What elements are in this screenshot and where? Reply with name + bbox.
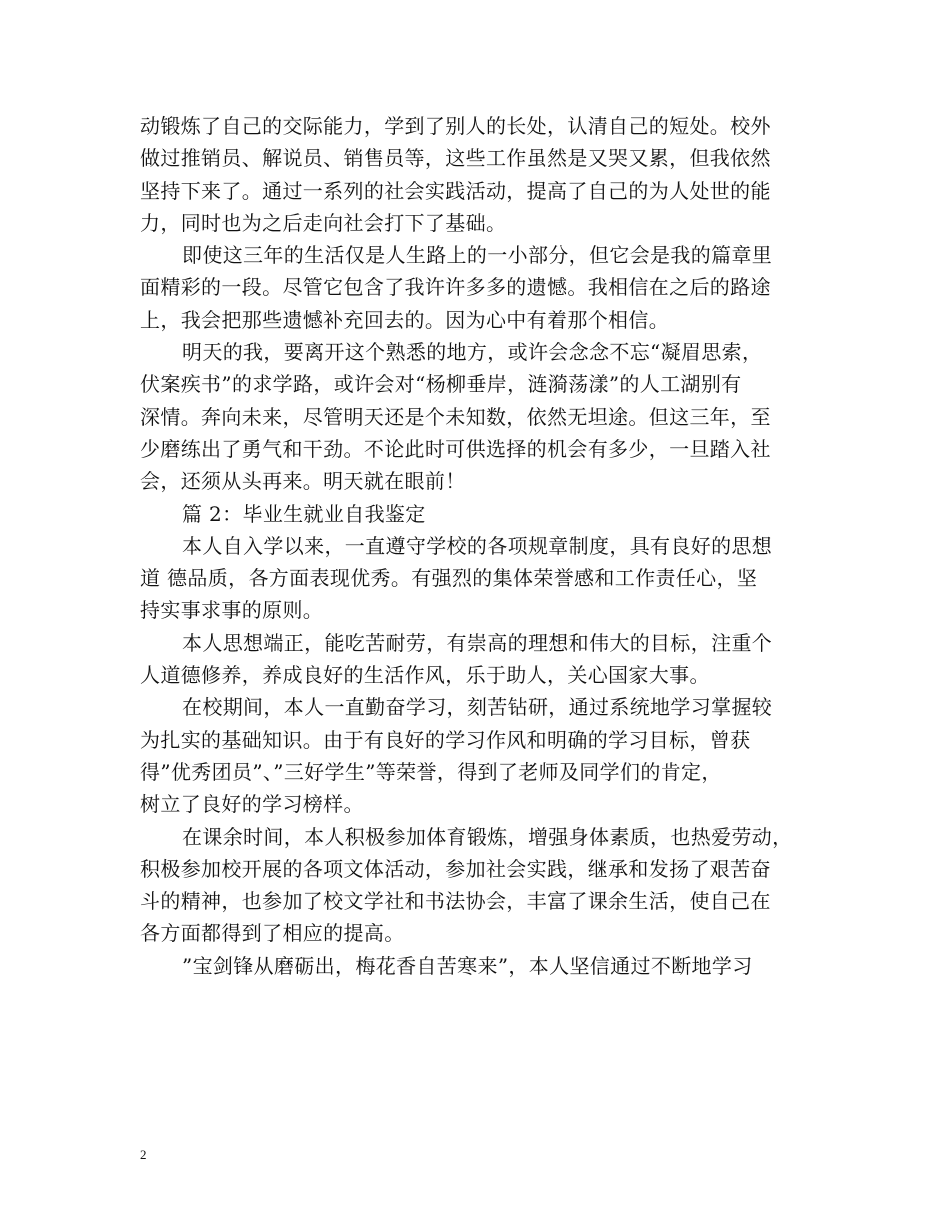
text-line: 动锻炼了自己的交际能力，学到了别人的长处，认清自己的短处。校外 [140,114,771,138]
page-number: 2 [140,1147,147,1162]
text-line: 本人思想端正，能吃苦耐劳，有崇高的理想和伟大的目标，注重个 [182,630,773,655]
body-text [140,110,815,982]
text-line: 在校期间，本人一直勤奋学习，刻苦钻研，通过系统地学习掌握较 [182,695,773,720]
text-line: 树立了良好的学习榜样。 [140,792,364,817]
text-line: 斗的精神，也参加了校文学社和书法协会，丰富了课余生活，使自己在 [140,889,771,914]
text-line: 明天的我，要离开这个熟悉的地方，或许会念念不忘“凝眉思索， [182,340,763,365]
text-line: 道 德品质，各方面表现优秀。有强烈的集体荣誉感和工作责任心，坚 [140,566,758,591]
text-line: 做过推销员、解说员、销售员等，这些工作虽然是又哭又累，但我依然 [140,146,771,171]
text-line: 面精彩的一段。尽管它包含了我许许多多的遗憾。我相信在之后的路途 [140,275,771,300]
text-line: 持实事求事的原则。 [140,598,324,623]
text-line: 坚持下来了。通过一系列的社会实践活动，提高了自己的为人处世的能 [140,178,771,203]
text-line: 会，还须从头再来。明天就在眼前！ [140,469,466,494]
text-line: 本人自入学以来，一直遵守学校的各项规章制度，具有良好的思想 [182,533,773,558]
text-line: 在课余时间，本人积极参加体育锻炼，增强身体素质，也热爱劳动， [182,824,793,849]
text-line: 为扎实的基础知识。由于有良好的学习作风和明确的学习目标，曾获 [140,727,751,752]
text-line: 深情。奔向未来，尽管明天还是个未知数，依然无坦途。但这三年，至 [140,404,771,429]
text-line: ”宝剑锋从磨砺出，梅花香自苦寒来”，本人坚信通过不断地学习 [182,953,753,978]
text-line: 少磨练出了勇气和干劲。不论此时可供选择的机会有多少，一旦踏入社 [140,436,771,461]
text-line: 伏案疾书”的求学路，或许会对“杨柳垂岸，涟漪荡漾”的人工湖别有 [140,372,742,397]
text-line: 即使这三年的生活仅是人生路上的一小部分，但它会是我的篇章里 [182,243,773,268]
text-line: 篇 2：毕业生就业自我鉴定 [182,501,426,526]
text-line: 力，同时也为之后走向社会打下了基础。 [140,210,507,235]
text-line: 上，我会把那些遗憾补充回去的。因为心中有着那个相信。 [140,307,670,332]
text-line: 得”优秀团员”、”三好学生”等荣誉，得到了老师及同学们的肯定， [140,759,722,784]
text-line: 各方面都得到了相应的提高。 [140,921,405,946]
text-line: 人道德修养，养成良好的生活作风，乐于助人，关心国家大事。 [140,663,710,688]
text-line: 积极参加校开展的各项文体活动，参加社会实践，继承和发扬了艰苦奋 [140,856,771,881]
